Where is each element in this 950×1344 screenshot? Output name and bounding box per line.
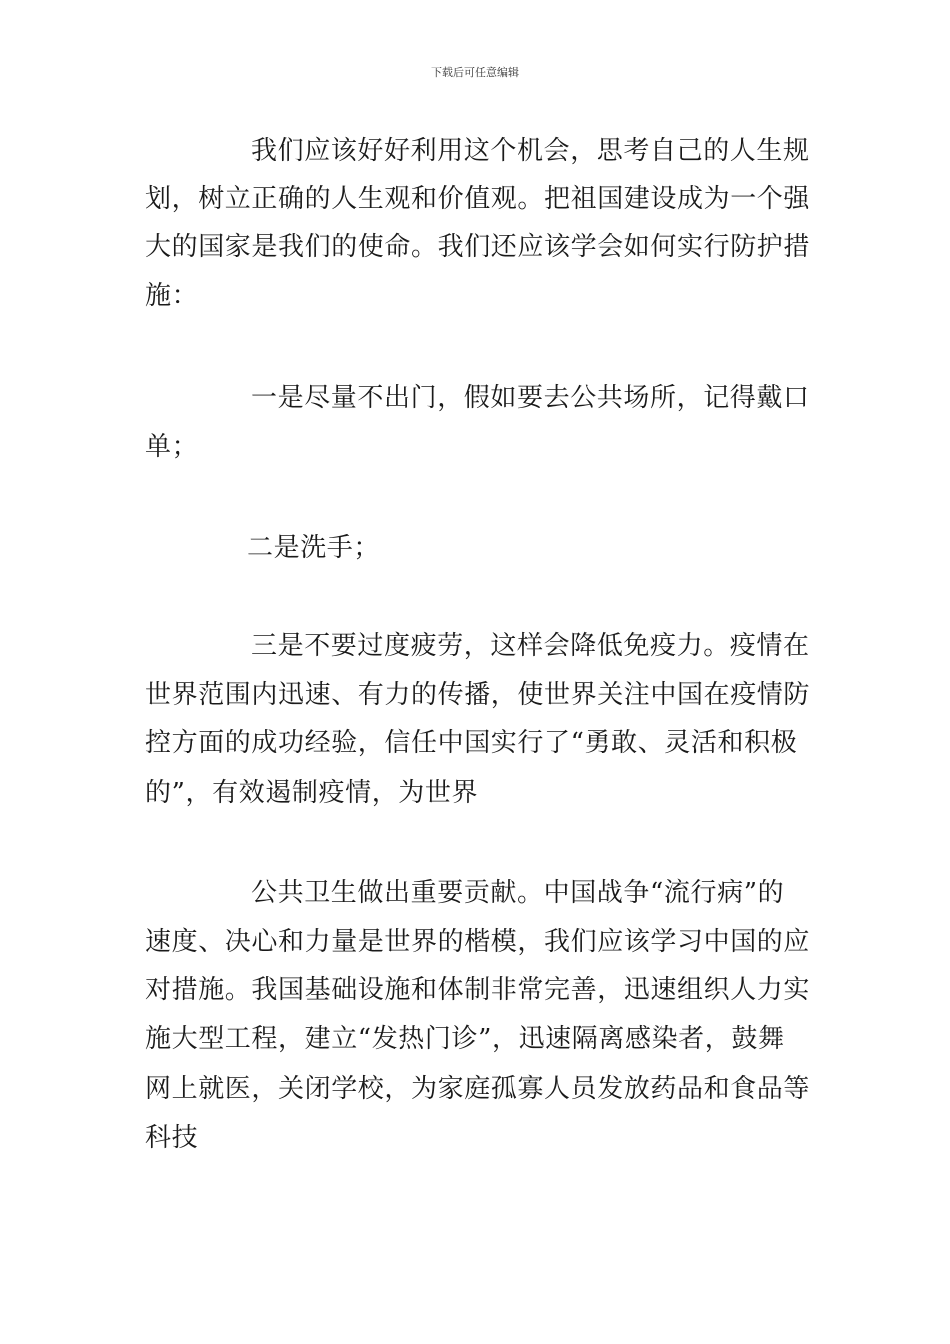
paragraph-5-line-4: 施大型工程，建立“发热门诊”，迅速隔离感染者，鼓舞 [145, 1024, 785, 1054]
paragraph-1-line-2: 划，树立正确的人生观和价值观。把祖国建设成为一个强 [145, 184, 811, 214]
paragraph-4-line-2: 世界范围内迅速、有力的传播，使世界关注中国在疫情防 [145, 680, 811, 710]
paragraph-4-line-1: 三是不要过度疲劳，这样会降低免疫力。疫情在 [251, 631, 810, 661]
paragraph-1-line-1: 我们应该好好利用这个机会，思考自己的人生规 [251, 136, 810, 166]
paragraph-2-line-1: 一是尽量不出门，假如要去公共场所，记得戴口 [251, 383, 810, 413]
paragraph-3-line-1: 二是洗手； [247, 533, 381, 563]
paragraph-4-line-3: 控方面的成功经验，信任中国实行了“勇敢、灵活和积极 [145, 728, 798, 758]
paragraph-5-line-2: 速度、决心和力量是世界的楷模，我们应该学习中国的应 [145, 927, 811, 957]
paragraph-4-line-4: 的”，有效遏制疫情，为世界 [145, 778, 479, 808]
paragraph-1-line-4: 施： [145, 281, 199, 311]
paragraph-5-line-3: 对措施。我国基础设施和体制非常完善，迅速组织人力实 [145, 975, 811, 1005]
paragraph-5-line-5: 网上就医，关闭学校，为家庭孤寡人员发放药品和食品等 [145, 1074, 811, 1104]
paragraph-5-line-6: 科技 [145, 1123, 199, 1153]
paragraph-5-line-1: 公共卫生做出重要贡献。中国战争“流行病”的 [251, 878, 785, 908]
page-header: 下载后可任意编辑 [431, 66, 519, 79]
paragraph-2-line-2: 单； [145, 432, 199, 462]
paragraph-1-line-3: 大的国家是我们的使命。我们还应该学会如何实行防护措 [145, 232, 811, 262]
